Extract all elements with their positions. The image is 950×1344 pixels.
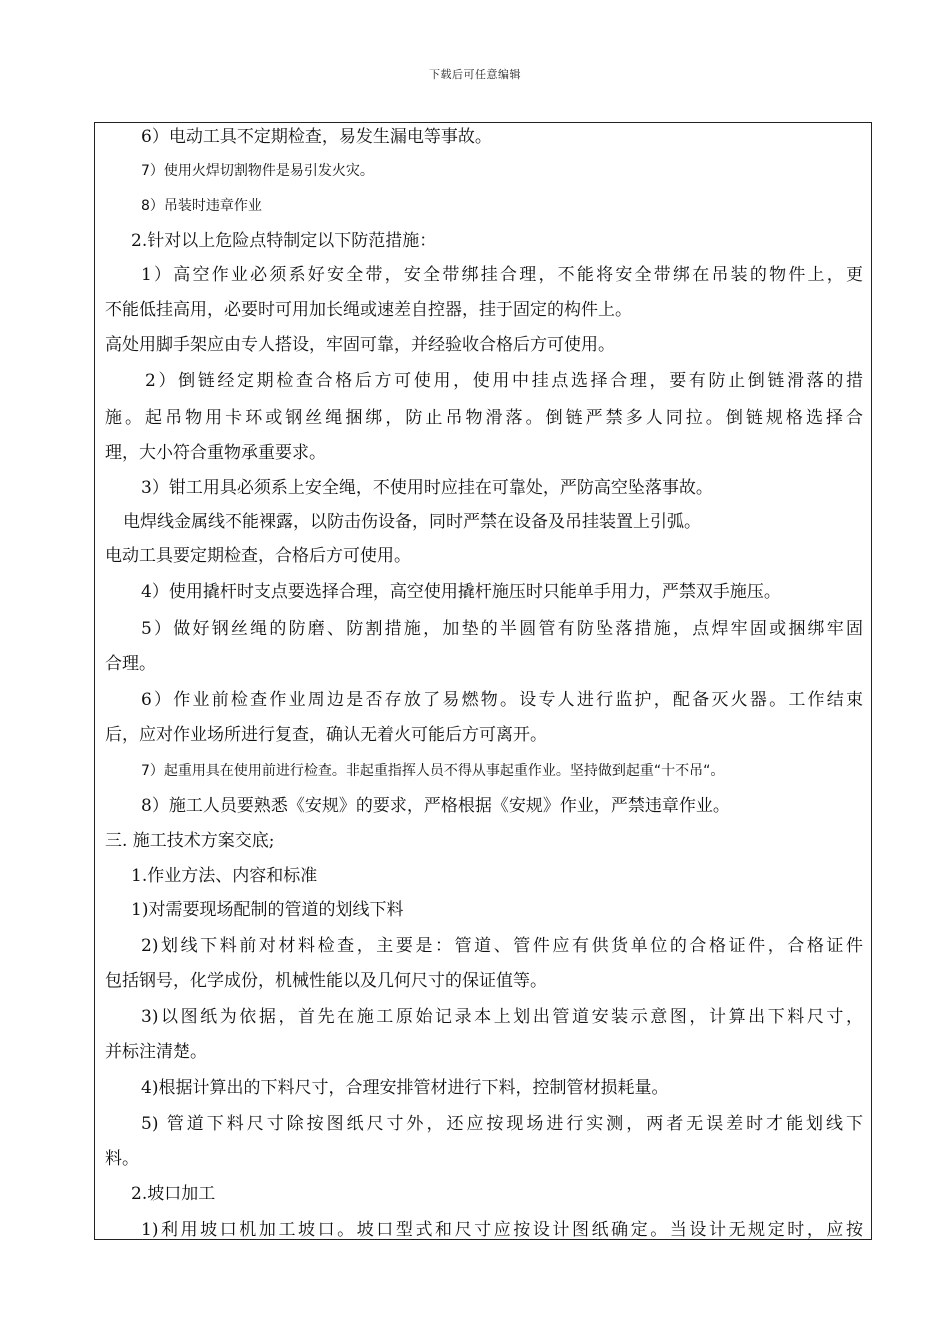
text-line: 理，大小符合重物承重要求。 — [105, 443, 326, 463]
text-line: 合理。 — [105, 654, 156, 674]
text-line: 三. 施工技术方案交底; — [105, 831, 275, 851]
text-line: 8）吊装时违章作业 — [141, 198, 262, 214]
text-line: 4）使用撬杆时支点要选择合理，高空使用撬杆施压时只能单手用力，严禁双手施压。 — [141, 582, 781, 602]
text-line: 5）做好钢丝绳的防磨、防割措施，加垫的半圆管有防坠落措施，点焊牢固或捆绑牢固 — [141, 619, 863, 639]
text-line: 6）电动工具不定期检查，易发生漏电等事故。 — [141, 127, 492, 147]
text-line: 1)对需要现场配制的管道的划线下料 — [131, 900, 404, 920]
text-line: 1）高空作业必须系好安全带，安全带绑挂合理，不能将安全带绑在吊装的物件上，更 — [141, 265, 863, 285]
text-line: 7）起重用具在使用前进行检查。非起重指挥人员不得从事起重作业。坚持做到起重“十不吊“。 — [141, 763, 725, 779]
text-line: 7）使用火焊切割物件是易引发火灾。 — [141, 163, 374, 179]
text-line: 5) 管道下料尺寸除按图纸尺寸外，还应按现场进行实测，两者无误差时才能划线下 — [141, 1114, 863, 1134]
text-line: 料。 — [105, 1149, 139, 1169]
text-line: 3）钳工用具必须系上安全绳，不使用时应挂在可靠处，严防高空坠落事故。 — [141, 478, 713, 498]
text-line: 2）倒链经定期检查合格后方可使用，使用中挂点选择合理，要有防止倒链滑落的措 — [145, 371, 863, 391]
text-line: 3)以图纸为依据，首先在施工原始记录本上划出管道安装示意图，计算出下料尺寸， — [141, 1007, 863, 1027]
text-line: 电动工具要定期检查，合格后方可使用。 — [105, 546, 411, 566]
header-note: 下载后可任意编辑 — [429, 68, 521, 81]
text-line: 2.坡口加工 — [131, 1184, 216, 1204]
text-line: 6）作业前检查作业周边是否存放了易燃物。设专人进行监护，配备灭火器。工作结束 — [141, 690, 863, 710]
text-line: 包括钢号，化学成份，机械性能以及几何尺寸的保证值等。 — [105, 971, 547, 991]
text-line: 2)划线下料前对材料检查，主要是：管道、管件应有供货单位的合格证件，合格证件 — [141, 936, 863, 956]
text-line: 1.作业方法、内容和标准 — [131, 866, 318, 886]
text-line: 施。起吊物用卡环或钢丝绳捆绑，防止吊物滑落。倒链严禁多人同拉。倒链规格选择合 — [105, 408, 863, 428]
text-line: 4)根据计算出的下料尺寸，合理安排管材进行下料，控制管材损耗量。 — [141, 1078, 669, 1098]
text-line: 2.针对以上危险点特制定以下防范措施： — [131, 231, 437, 251]
text-line: 电焊线金属线不能裸露，以防击伤设备，同时严禁在设备及吊挂装置上引弧。 — [123, 512, 701, 532]
text-line: 不能低挂高用，必要时可用加长绳或速差自控器，挂于固定的构件上。 — [105, 300, 632, 320]
document-table-frame — [94, 122, 872, 1240]
text-line: 1)利用坡口机加工坡口。坡口型式和尺寸应按设计图纸确定。当设计无规定时，应按 — [141, 1220, 863, 1240]
text-line: 后，应对作业场所进行复查，确认无着火可能后方可离开。 — [105, 725, 547, 745]
text-line: 8）施工人员要熟悉《安规》的要求，严格根据《安规》作业，严禁违章作业。 — [141, 796, 730, 816]
text-line: 并标注清楚。 — [105, 1042, 207, 1062]
text-line: 高处用脚手架应由专人搭设，牢固可靠，并经验收合格后方可使用。 — [105, 335, 615, 355]
